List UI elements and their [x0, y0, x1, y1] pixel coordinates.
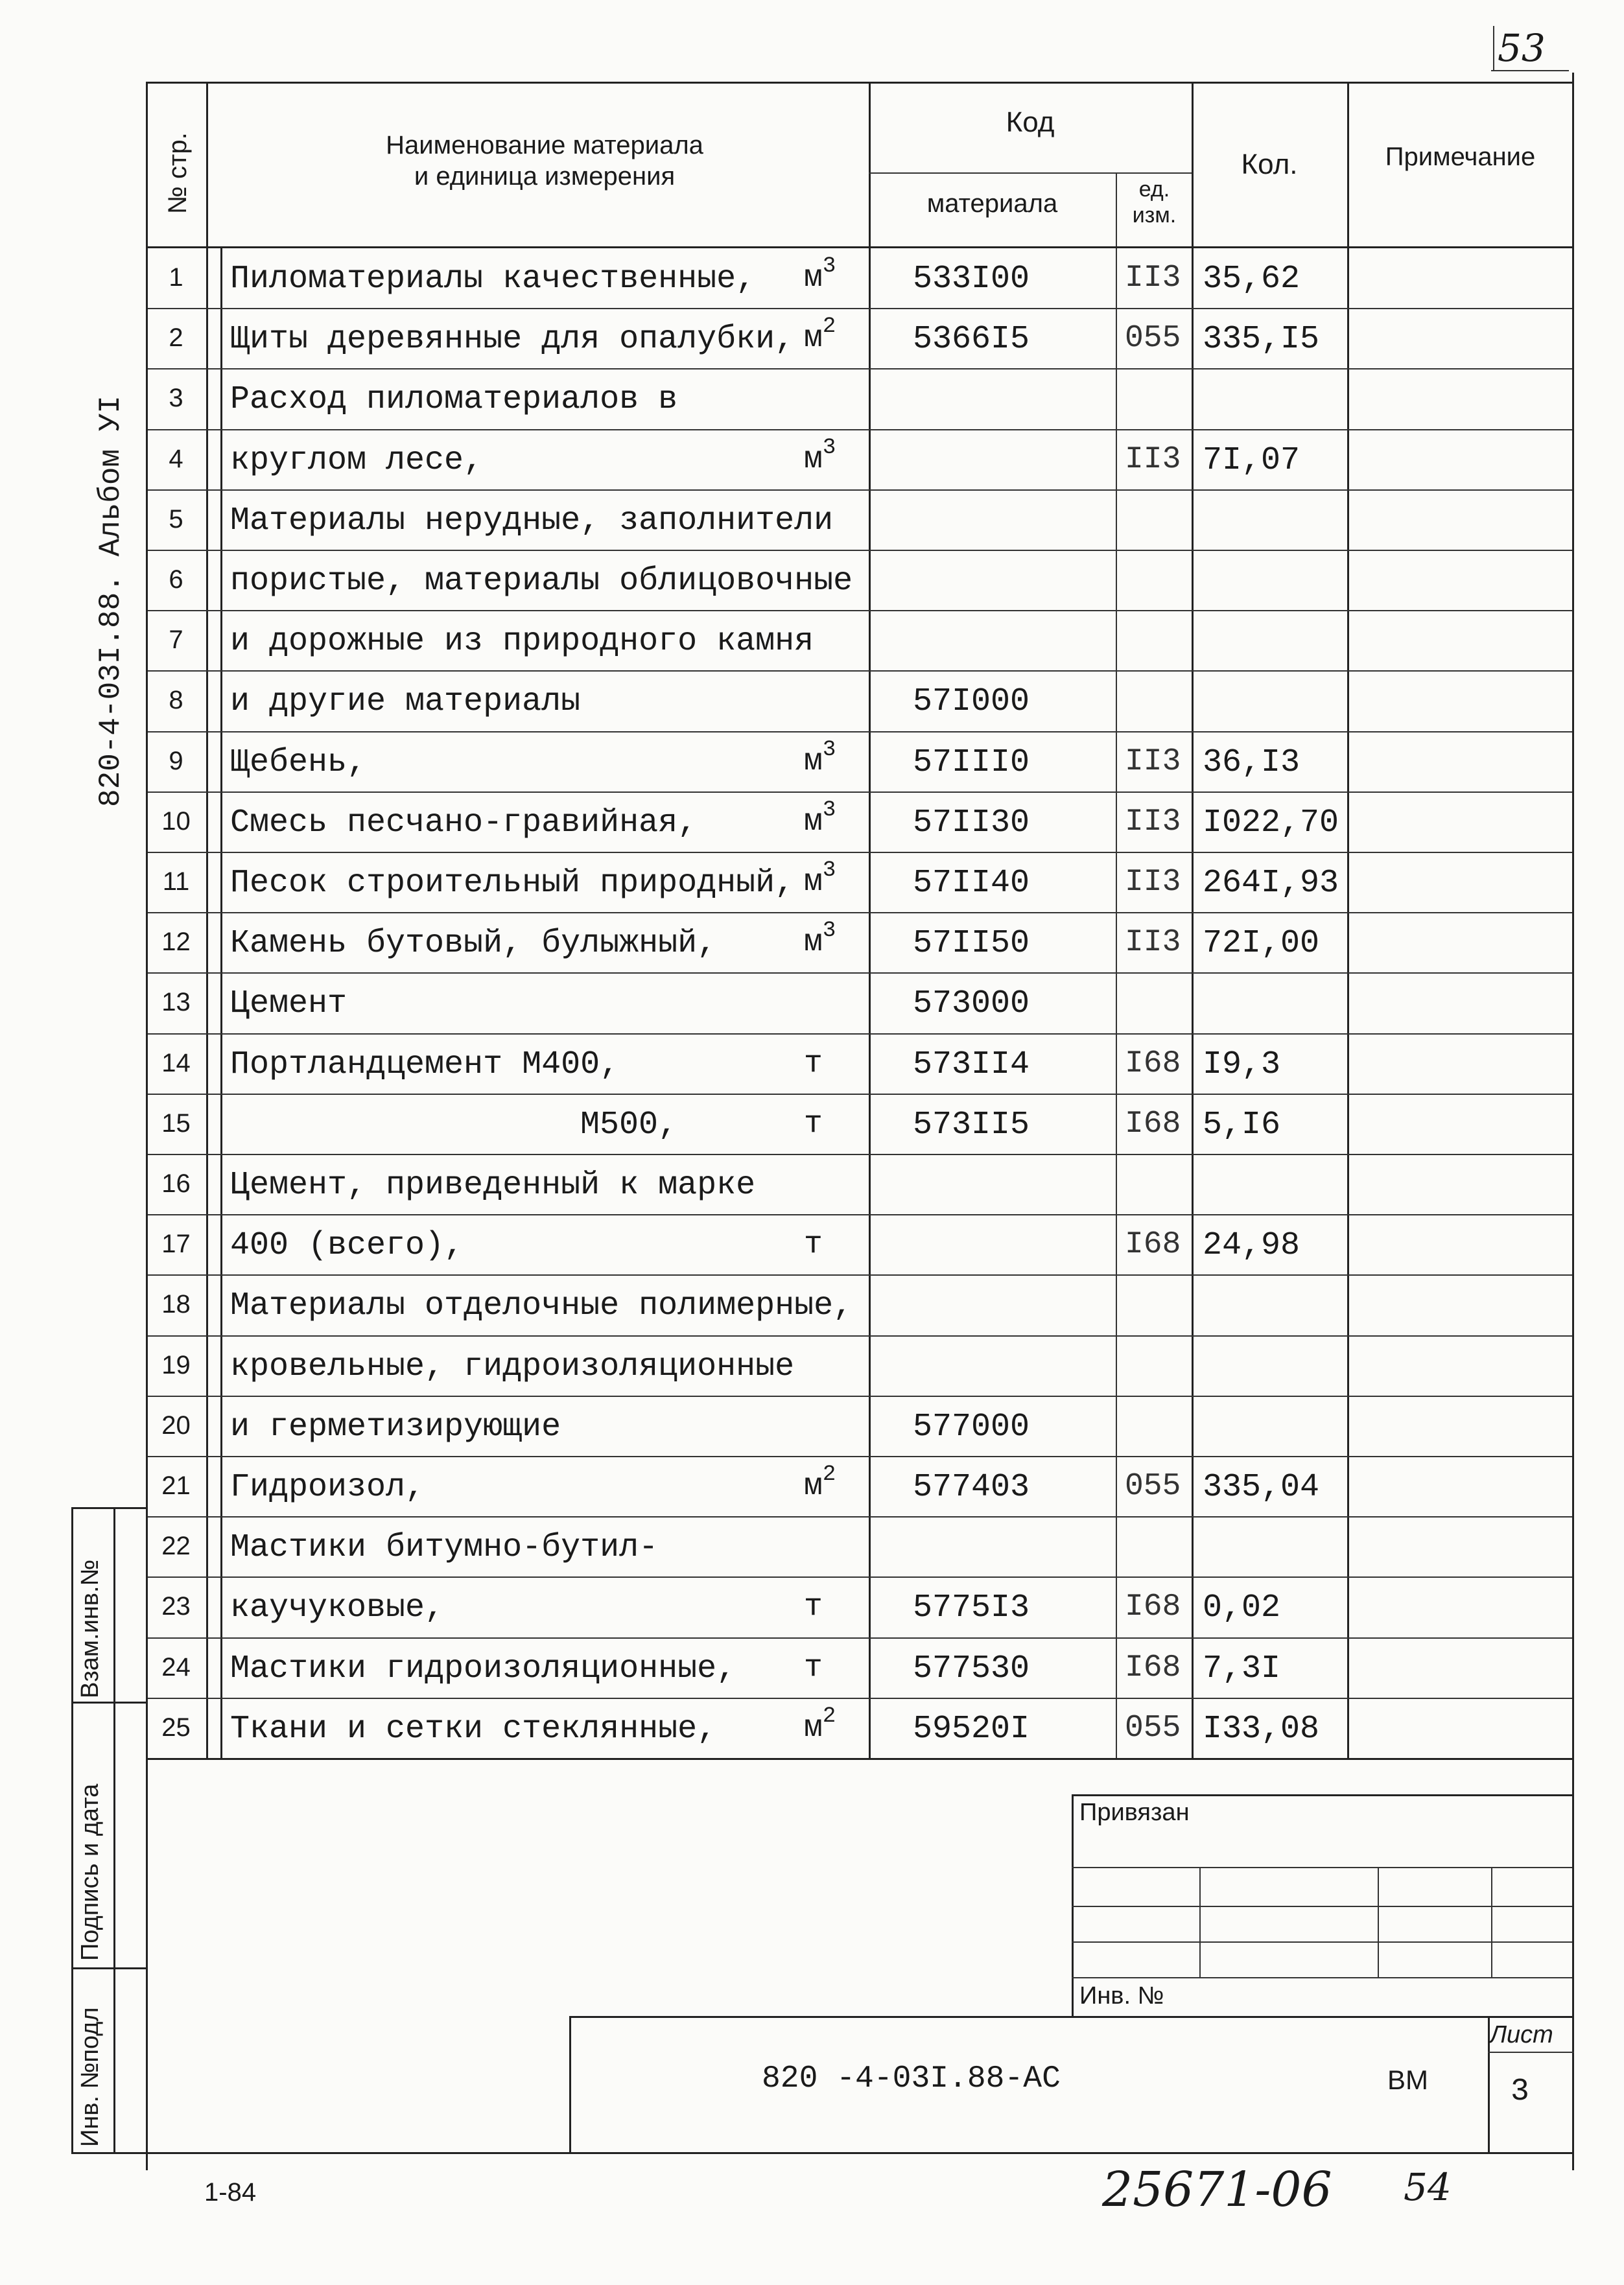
material-name: пористые, материалы облицовочные: [230, 563, 853, 600]
material-name: Камень бутовый, булыжный,: [230, 925, 717, 962]
material-code: 533I00: [913, 261, 1030, 298]
unit-code: 055: [1125, 1711, 1181, 1746]
material-name: каучуковые,: [230, 1589, 445, 1626]
quantity: I9,3: [1203, 1046, 1281, 1083]
row-divider: [148, 1154, 1572, 1155]
unit-text: м: [804, 925, 823, 960]
row-number: 8: [169, 686, 183, 714]
material-name: кровельные, гидроизоляционные: [230, 1348, 795, 1385]
row-number: 14: [161, 1049, 191, 1077]
row-number: 3: [169, 384, 183, 412]
quantity: 0,02: [1203, 1589, 1281, 1626]
header-code-unit: ед. изм.: [1132, 177, 1177, 228]
row-number: 21: [161, 1471, 191, 1500]
unit-text: м: [804, 261, 823, 296]
row-divider: [148, 1274, 1572, 1276]
unit-code: I68: [1125, 1227, 1181, 1262]
unit-label: [804, 1462, 836, 1504]
unit-exponent: 3: [822, 798, 836, 823]
quantity: 335,04: [1203, 1469, 1320, 1506]
unit-text: м: [804, 804, 823, 839]
quantity: 36,I3: [1203, 744, 1300, 781]
material-name: Щебень,: [230, 744, 367, 781]
material-name: Смесь песчано-гравийная,: [230, 804, 698, 841]
row-number: 19: [161, 1351, 191, 1379]
material-name: М500,: [580, 1107, 678, 1143]
row-number: 13: [161, 988, 191, 1016]
footer-page-number: 54: [1404, 2165, 1452, 2209]
unit-code: II3: [1125, 442, 1181, 477]
material-name: и другие материалы: [230, 683, 581, 720]
row-divider: [148, 731, 1572, 732]
row-divider: [148, 1214, 1572, 1215]
material-name: и герметизирующие: [230, 1409, 561, 1446]
row-number: 6: [169, 565, 183, 594]
unit-code: II3: [1125, 261, 1181, 296]
page-number-top: 53: [1498, 26, 1546, 70]
row-divider: [148, 308, 1572, 309]
quantity: 35,62: [1203, 261, 1300, 298]
material-code: 57II30: [913, 804, 1030, 841]
row-divider: [148, 1396, 1572, 1397]
material-code: 573II4: [913, 1046, 1030, 1083]
row-divider: [148, 1456, 1572, 1457]
row-number: 7: [169, 626, 183, 654]
material-code: 57III0: [913, 744, 1030, 781]
quantity: 5,I6: [1203, 1107, 1281, 1143]
header-code: Код: [1006, 106, 1055, 138]
material-code: 57II40: [913, 865, 1030, 902]
row-number: 20: [161, 1411, 191, 1440]
quantity: 7I,07: [1203, 442, 1300, 479]
material-name: Мастики гидроизоляционные,: [230, 1650, 736, 1687]
footer-form-code: 1-84: [204, 2178, 257, 2207]
unit-text: м: [804, 442, 823, 477]
material-name: Цемент: [230, 985, 347, 1022]
header-code-material: материала: [926, 189, 1058, 218]
document-mark: ВМ: [1387, 2065, 1428, 2095]
unit-label: [804, 1589, 823, 1624]
row-divider: [148, 1637, 1572, 1639]
material-code: 577000: [913, 1409, 1030, 1446]
quantity: 7,3I: [1203, 1650, 1281, 1687]
vzam-inv-label: Взам.инв.№: [76, 1559, 104, 1698]
unit-label: [804, 1650, 823, 1685]
row-number: 25: [161, 1713, 191, 1742]
row-divider: [148, 429, 1572, 430]
material-name: Ткани и сетки стеклянные,: [230, 1711, 717, 1748]
unit-label: [804, 1704, 836, 1746]
unit-label: [804, 1046, 823, 1081]
material-code: 57I000: [913, 683, 1030, 720]
unit-text: м: [804, 744, 823, 779]
unit-text: т: [804, 1046, 823, 1081]
material-code: 577403: [913, 1469, 1030, 1506]
unit-exponent: 3: [822, 254, 836, 279]
unit-exponent: 2: [822, 314, 836, 339]
footer-handwritten-number: 25671-06: [1102, 2162, 1332, 2218]
quantity: 335,I5: [1203, 321, 1320, 358]
unit-text: м: [804, 1469, 823, 1504]
material-name: Песок строительный природный,: [230, 865, 795, 902]
unit-code: I68: [1125, 1107, 1181, 1142]
album-side-title: 820-4-03I.88. Альбом УI: [94, 395, 128, 807]
row-divider: [148, 791, 1572, 793]
row-divider: [148, 368, 1572, 369]
unit-code: I68: [1125, 1589, 1181, 1624]
unit-exponent: 3: [822, 436, 836, 460]
material-name: Материалы отделочные полимерные,: [230, 1287, 853, 1324]
inv-podl-label: Инв. №подл: [76, 2007, 104, 2147]
row-number: 18: [161, 1290, 191, 1318]
quantity: I33,08: [1203, 1711, 1320, 1748]
sheet-number: 3: [1511, 2074, 1529, 2109]
unit-exponent: 3: [822, 858, 836, 883]
row-number: 5: [169, 505, 183, 533]
header-name: Наименование материала и единица измерения: [386, 131, 703, 191]
material-name: круглом лесе,: [230, 442, 484, 479]
row-divider: [148, 1335, 1572, 1337]
row-number: 1: [169, 263, 183, 292]
row-divider: [148, 489, 1572, 491]
row-number: 4: [169, 445, 183, 473]
unit-text: м: [804, 1711, 823, 1746]
unit-exponent: 3: [822, 738, 836, 762]
header-row-no: № стр.: [163, 132, 192, 214]
row-divider: [148, 610, 1572, 611]
material-name: 400 (всего),: [230, 1227, 464, 1264]
inv-no-label: Инв. №: [1079, 1982, 1164, 2010]
unit-label: [804, 436, 836, 477]
row-number: 9: [169, 747, 183, 775]
unit-code: II3: [1125, 804, 1181, 839]
row-divider: [148, 1698, 1572, 1699]
row-number: 11: [162, 867, 190, 896]
header-qty: Кол.: [1241, 148, 1298, 180]
unit-label: [804, 738, 836, 779]
unit-text: т: [804, 1107, 823, 1142]
unit-label: [804, 314, 836, 356]
row-number: 24: [161, 1653, 191, 1682]
privyazan-label: Привязан: [1079, 1799, 1190, 1826]
row-number: 22: [161, 1532, 191, 1560]
row-number: 16: [161, 1169, 191, 1198]
row-number: 12: [161, 928, 191, 956]
unit-code: I68: [1125, 1046, 1181, 1081]
unit-label: [804, 1227, 823, 1262]
row-divider: [148, 670, 1572, 672]
quantity: 264I,93: [1203, 865, 1339, 902]
row-divider: [148, 1094, 1572, 1095]
row-number: 10: [161, 807, 191, 836]
unit-label: [804, 798, 836, 839]
row-divider: [148, 550, 1572, 551]
material-code: 57II50: [913, 925, 1030, 962]
unit-code: II3: [1125, 865, 1181, 900]
material-name: Мастики битумно-бутил-: [230, 1529, 659, 1566]
unit-text: т: [804, 1227, 823, 1262]
row-number: 2: [169, 323, 183, 352]
unit-text: т: [804, 1589, 823, 1624]
unit-text: м: [804, 321, 823, 356]
row-divider: [148, 972, 1572, 974]
material-code: 573000: [913, 985, 1030, 1022]
unit-label: [804, 254, 836, 296]
material-name: Пиломатериалы качественные,: [230, 261, 756, 298]
unit-exponent: 3: [822, 919, 836, 943]
row-divider: [148, 1033, 1572, 1035]
row-number: 17: [161, 1230, 191, 1258]
row-divider: [148, 1516, 1572, 1517]
row-divider: [148, 852, 1572, 853]
material-code: 59520I: [913, 1711, 1030, 1748]
material-code: 577530: [913, 1650, 1030, 1687]
material-code: 5775I3: [913, 1589, 1030, 1626]
unit-text: т: [804, 1650, 823, 1685]
row-number: 23: [161, 1592, 191, 1621]
unit-exponent: 2: [822, 1462, 836, 1487]
podpis-data-label: Подпись и дата: [76, 1783, 104, 1961]
unit-label: [804, 919, 836, 960]
row-divider: [148, 912, 1572, 913]
row-number: 15: [161, 1109, 191, 1138]
document-code: 820 -4-03I.88-АС: [762, 2061, 1061, 2096]
unit-code: 055: [1125, 1469, 1181, 1504]
material-name: Портландцемент М400,: [230, 1046, 620, 1083]
row-divider: [148, 1576, 1572, 1578]
unit-code: I68: [1125, 1650, 1181, 1685]
material-name: Расход пиломатериалов в: [230, 381, 678, 418]
quantity: 72I,00: [1203, 925, 1320, 962]
material-name: Материалы нерудные, заполнители: [230, 502, 834, 539]
unit-label: [804, 858, 836, 900]
material-name: Цемент, приведенный к марке: [230, 1167, 756, 1204]
material-name: Щиты деревянные для опалубки,: [230, 321, 795, 358]
material-code: 5366I5: [913, 321, 1030, 358]
sheet-label: Лист: [1490, 2021, 1553, 2048]
unit-code: II3: [1125, 925, 1181, 960]
unit-label: [804, 1107, 823, 1142]
unit-code: II3: [1125, 744, 1181, 779]
unit-code: 055: [1125, 321, 1181, 356]
unit-text: м: [804, 865, 823, 900]
material-code: 573II5: [913, 1107, 1030, 1143]
unit-exponent: 2: [822, 1704, 836, 1729]
quantity: I022,70: [1203, 804, 1339, 841]
header-note: Примечание: [1385, 143, 1536, 171]
material-name: Гидроизол,: [230, 1469, 425, 1506]
quantity: 24,98: [1203, 1227, 1300, 1264]
material-name: и дорожные из природного камня: [230, 623, 814, 660]
